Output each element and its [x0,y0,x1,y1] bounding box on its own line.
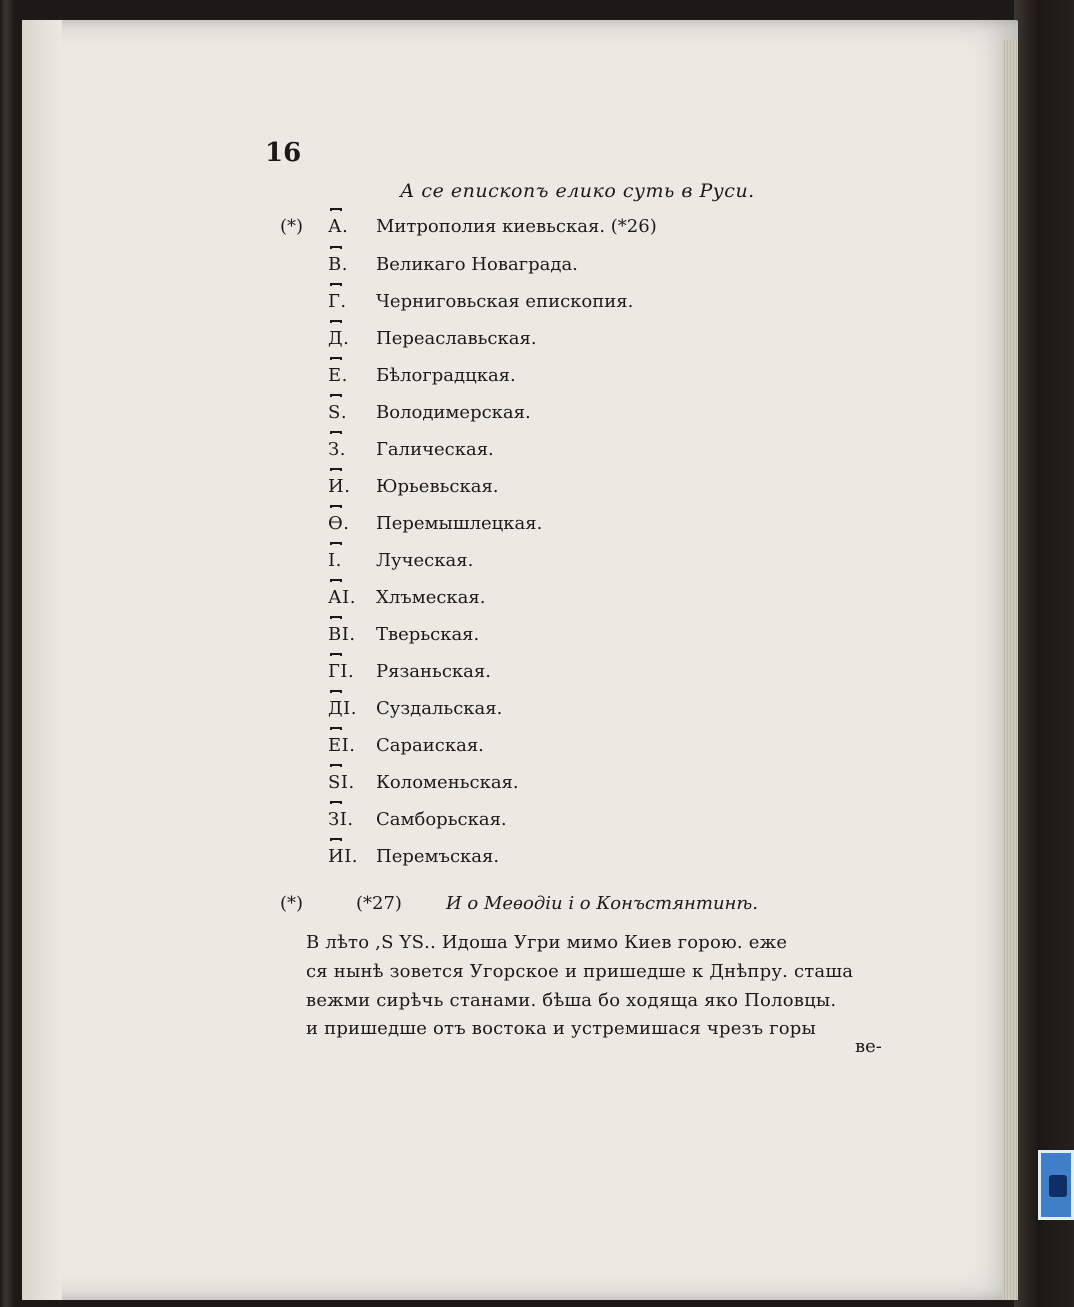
entry-number: Ѕ. [328,402,348,423]
list-item [280,844,740,874]
entry-name: Перемъская. [376,846,500,867]
catch-word: ве- [855,1036,882,1057]
entry-name: Коломеньская. [376,772,519,793]
list-item [280,511,740,541]
entry-name: Луческая. [376,550,474,571]
list-item [280,733,740,763]
entry-number: Г. [328,291,347,312]
section-title: А се епископъ елико суть в Руси. [400,180,755,202]
entry-number: В. [328,254,348,275]
entry-name: Черниговьская епископия. [376,291,634,312]
book-gutter [1014,0,1074,1307]
entry-name: Володимерская. [376,402,531,423]
stacked-page-edges [1002,40,1018,1300]
footnote-mark: (*) [280,216,304,237]
list-item [280,659,740,689]
list-item [280,807,740,837]
library-stamp [1038,1150,1074,1220]
list-item [280,400,740,430]
list-item [280,437,740,467]
entry-name: Хлъмеская. [376,587,486,608]
list-item [280,214,740,244]
list-item [280,474,740,504]
list-item [280,363,740,393]
list-item [280,696,740,726]
entry-number: ИІ. [328,846,359,867]
entry-number: Ѳ. [328,513,350,534]
entry-name: Перемышлецкая. [376,513,543,534]
entry-name: Переаславьская. [376,328,537,349]
entry-number: ЅІ. [328,772,355,793]
list-item [280,289,740,319]
stamp-mark [1049,1175,1067,1197]
entry-name: Юрьевьская. [376,476,499,497]
entry-number: А. [328,216,349,237]
body-text-line: ся нынѣ зовется Угорское и пришедше к Днѣпру. сташа [306,961,854,982]
entry-number: ДІ. [328,698,357,719]
entry-number: Е. [328,365,348,386]
entry-number: І. [328,550,342,571]
list-item [280,622,740,652]
footnote-mark: (*) [280,893,304,914]
entry-number: З. [328,439,346,460]
entry-name: Рязаньская. [376,661,491,682]
entry-name: Бѣлоградцкая. [376,365,516,386]
entry-name: Суздальская. [376,698,503,719]
page-edge-shadow [22,20,62,1300]
body-text-line: вежми сирѣчь станами. бѣша бо ходяща яко Половцы. [306,990,837,1011]
entry-number: И. [328,476,351,497]
entry-number: ВІ. [328,624,356,645]
entry-number: ГІ. [328,661,355,682]
entry-name: Великаго Новаграда. [376,254,578,275]
entry-name: Галическая. [376,439,494,460]
list-item [280,548,740,578]
note-title: И о Меѳодіи і о Конъстянтинѣ. [446,893,759,914]
body-text-line: и пришедше отъ востока и устремишася чрезъ горы [306,1018,817,1039]
page-number: 16 [265,138,302,168]
list-item [280,770,740,800]
entry-name: Самборьская. [376,809,507,830]
entry-number: ЕІ. [328,735,356,756]
entry-number: ЗІ. [328,809,354,830]
entry-number: Д. [328,328,350,349]
entry-name: Тверьская. [376,624,480,645]
entry-name: Митрополия киевьская. (*26) [376,216,657,237]
list-item [280,585,740,615]
note-reference: (*27) [356,893,402,914]
body-text-line: В лѣто ,Ѕ ҮЅ.. Идоша Угри мимо Киев горою. еже [306,932,788,953]
list-item [280,326,740,356]
entry-number: АІ. [328,587,356,608]
entry-name: Сараиская. [376,735,484,756]
list-item [280,252,740,282]
